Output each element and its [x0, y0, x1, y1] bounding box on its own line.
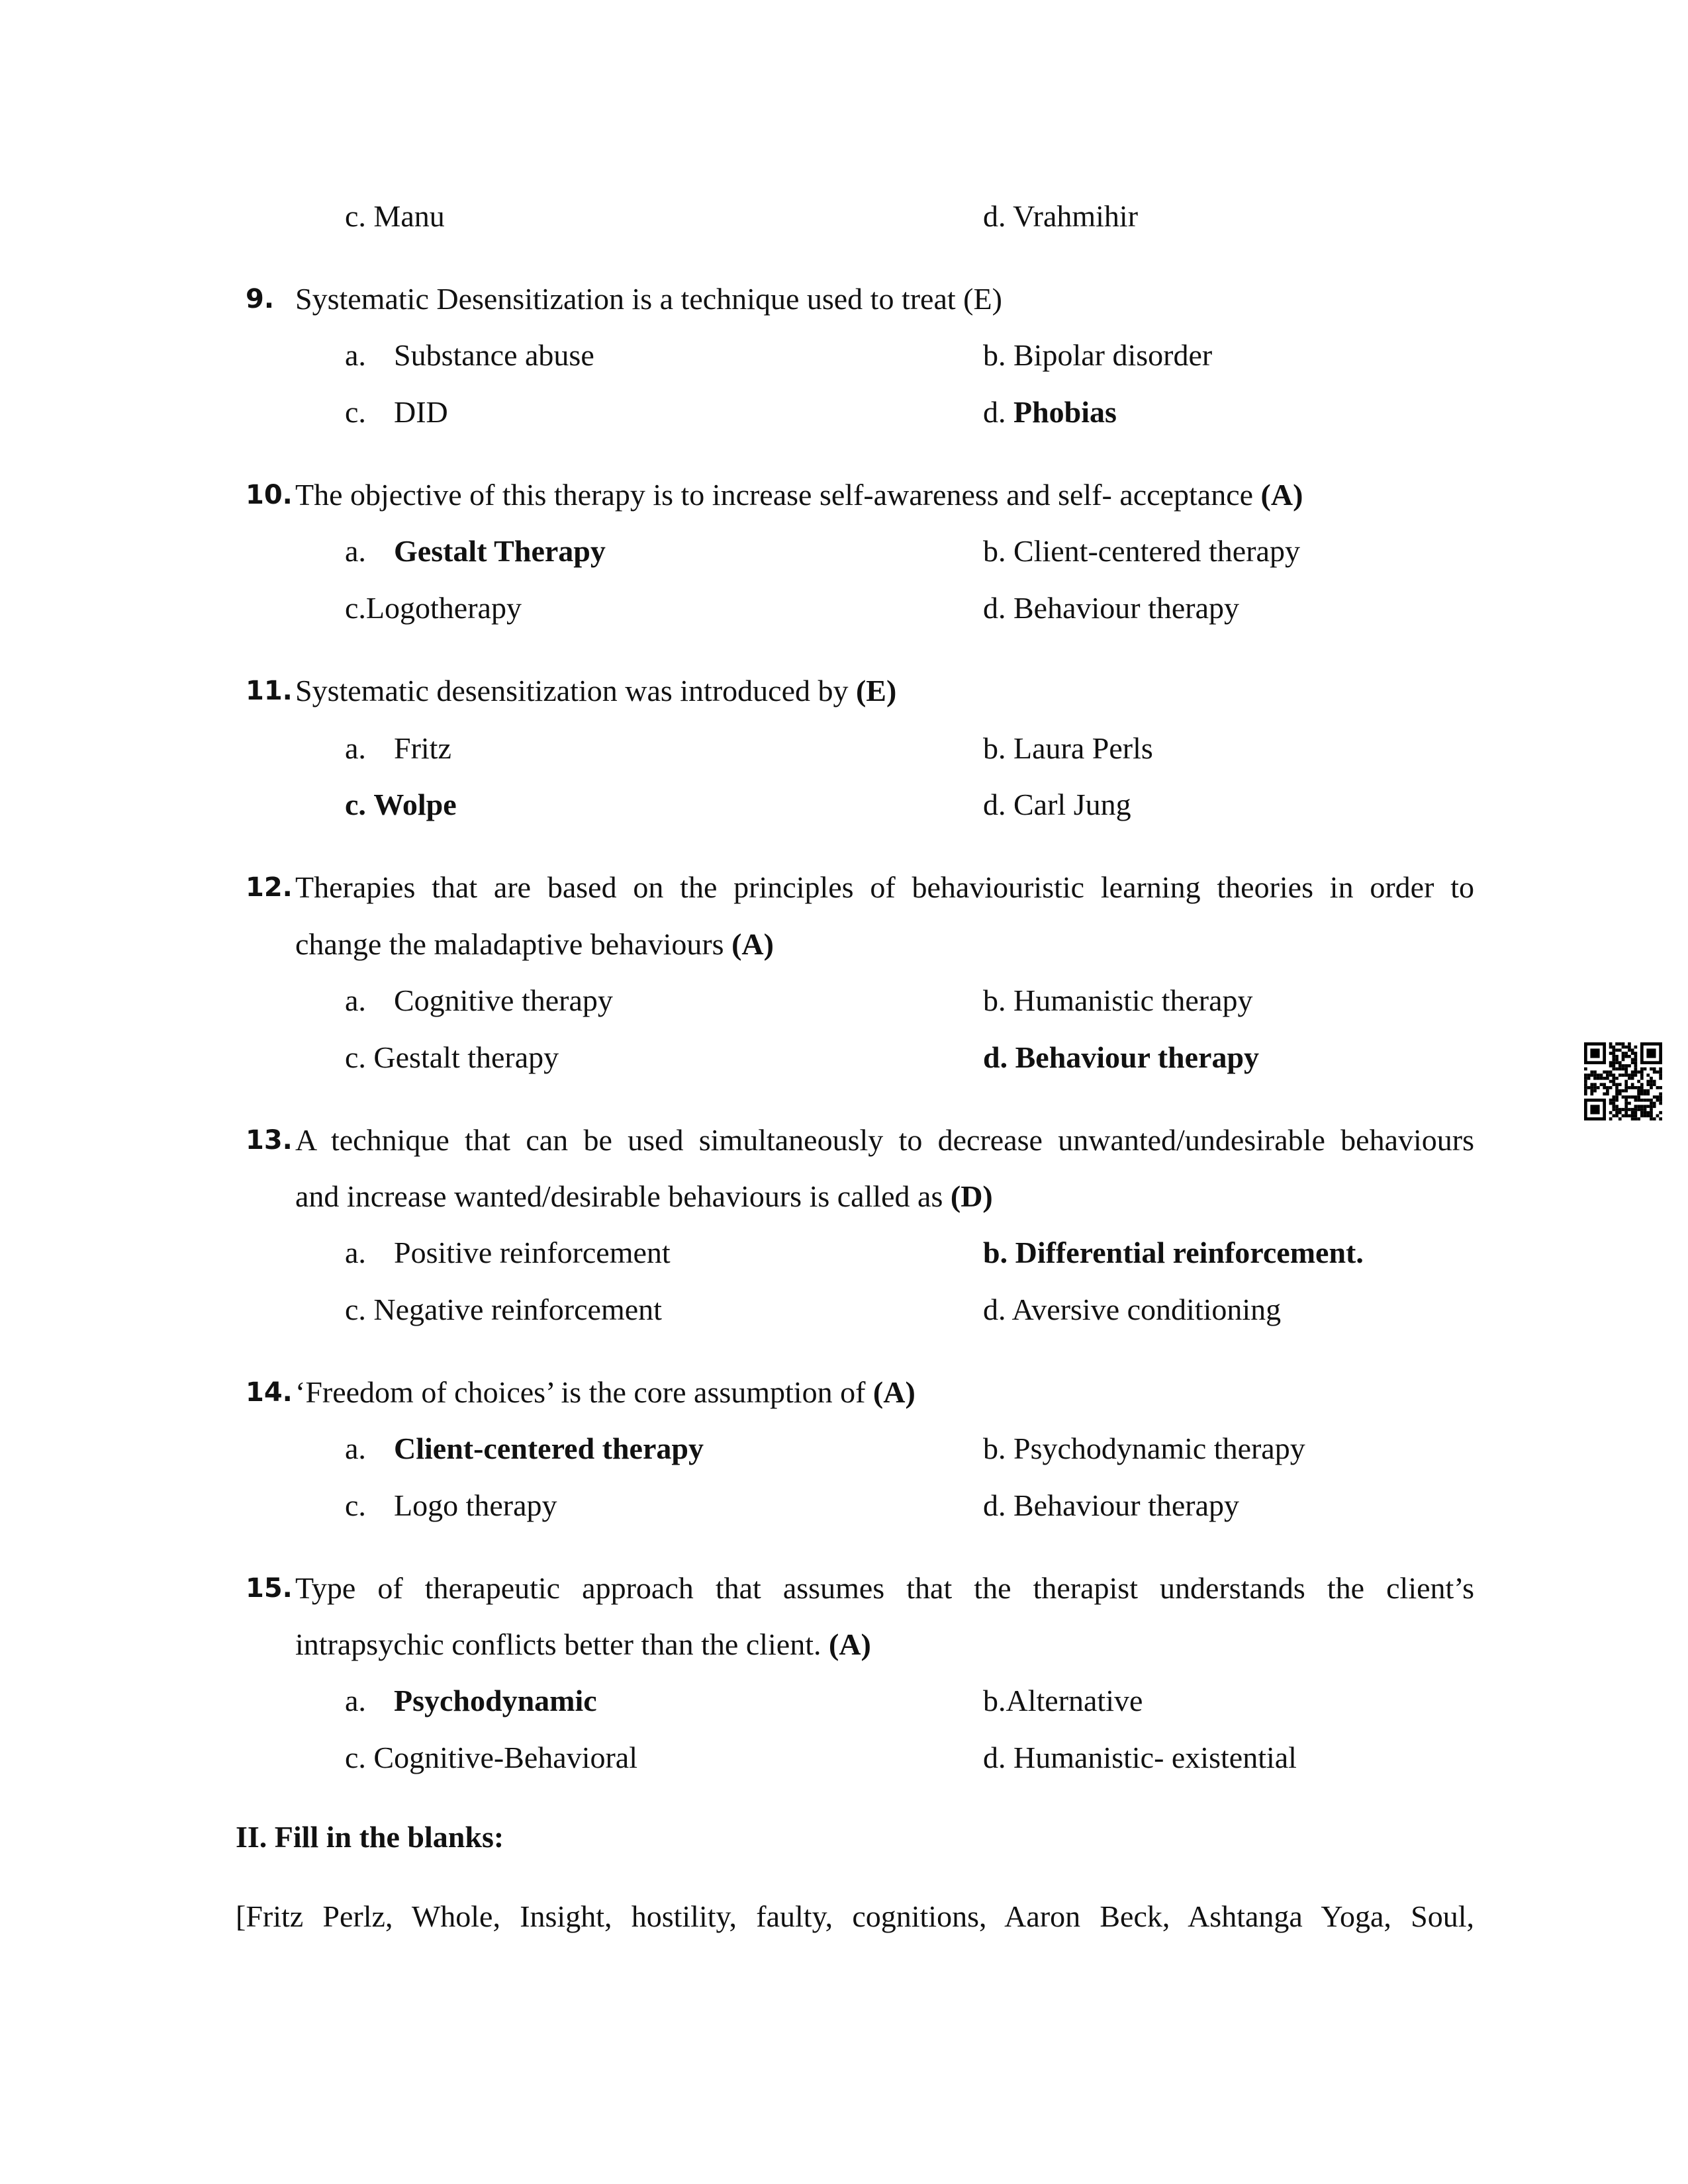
answer-option [345, 531, 606, 571]
answer-option [345, 981, 613, 1021]
answer-option [983, 1738, 1297, 1778]
option-text: Gestalt Therapy [394, 534, 606, 568]
option-text: Bipolar disorder [1013, 338, 1213, 372]
qr-code-icon [1584, 1042, 1662, 1120]
question-text: Systematic Desensitization is a technique used to treat (E) [295, 282, 1002, 316]
question-text: change the maladaptive behaviours (A) [295, 927, 774, 961]
option-text: Cognitive therapy [394, 983, 613, 1017]
option-text: Alternative [1006, 1684, 1143, 1717]
answer-option [345, 1233, 671, 1273]
option-text: Psychodynamic [394, 1684, 597, 1717]
difficulty-code: (A) [1260, 478, 1303, 512]
option-label: c. [345, 1293, 366, 1326]
answer-option [345, 1681, 597, 1721]
option-text: Carl Jung [1013, 788, 1131, 821]
answer-option [345, 336, 594, 375]
option-text: Logotherapy [365, 591, 522, 625]
option-label: b. [983, 731, 1006, 765]
option-label: b. [983, 1684, 1006, 1717]
option-text: Humanistic- existential [1013, 1741, 1297, 1774]
answer-option [983, 1290, 1281, 1330]
option-label: d. [983, 1040, 1008, 1074]
option-label: c. [345, 395, 366, 429]
answer-option [345, 1429, 704, 1469]
option-text: Gestalt therapy [373, 1040, 559, 1074]
option-text: Wolpe [373, 788, 457, 821]
difficulty-code: (E) [963, 282, 1002, 316]
option-label: b. [983, 338, 1006, 372]
word-bank: [Fritz Perlz, Whole, Insight, hostility, faulty, cognitions, Aaron Beck, Ashtanga Yoga, Soul, [236, 1899, 1474, 1933]
option-label: a. [345, 1236, 366, 1269]
option-text: Positive reinforcement [394, 1236, 671, 1269]
question-number: 11. [246, 676, 293, 706]
question-number: 15. [246, 1573, 293, 1604]
difficulty-code: (A) [829, 1627, 871, 1661]
answer-option [983, 981, 1253, 1021]
answer-option [345, 197, 445, 236]
option-label: c. [345, 1040, 366, 1074]
option-label: a. [345, 731, 366, 765]
question-number: 13. [246, 1125, 293, 1156]
option-label: b. [983, 534, 1006, 568]
question-text: intrapsychic conflicts better than the client. (A) [295, 1627, 871, 1661]
answer-option [983, 1486, 1239, 1525]
option-label: b. [983, 1432, 1006, 1465]
option-text: Differential reinforcement. [1015, 1236, 1364, 1269]
difficulty-code: (E) [855, 674, 897, 707]
option-text: DID [394, 395, 448, 429]
question-text: A technique that can be used simultaneously to decrease unwanted/undesirable behaviours [295, 1123, 1474, 1157]
question-text: and increase wanted/desirable behaviours is called as (D) [295, 1179, 993, 1213]
option-label: c. [345, 199, 366, 233]
option-text: Aversive conditioning [1011, 1293, 1282, 1326]
option-label: b. [983, 1236, 1008, 1269]
option-text: Behaviour therapy [1013, 1488, 1240, 1522]
answer-option [983, 1233, 1364, 1273]
question-text: ‘Freedom of choices’ is the core assumption of (A) [295, 1375, 915, 1409]
option-label: d. [983, 591, 1006, 625]
answer-option [983, 197, 1138, 236]
difficulty-code: (D) [950, 1179, 993, 1213]
option-text: Behaviour therapy [1013, 591, 1240, 625]
option-text: Client-centered therapy [1013, 534, 1300, 568]
answer-option [983, 785, 1131, 825]
answer-option [345, 1738, 637, 1778]
question-number: 12. [246, 872, 293, 903]
answer-option [345, 729, 451, 768]
answer-option [345, 1486, 557, 1525]
answer-option [345, 588, 522, 628]
answer-option [983, 336, 1212, 375]
option-text: Manu [373, 199, 445, 233]
answer-option [983, 531, 1300, 571]
option-label: a. [345, 534, 366, 568]
question-number: 10. [246, 480, 293, 510]
option-text: Client-centered therapy [394, 1432, 704, 1465]
option-text: Vrahmihir [1013, 199, 1139, 233]
question-text: Type of therapeutic approach that assumes that the therapist understands the client’s [295, 1571, 1474, 1605]
answer-option [983, 392, 1117, 432]
answer-option [983, 1429, 1305, 1469]
option-label: d. [983, 1293, 1006, 1326]
answer-option [983, 1681, 1143, 1721]
difficulty-code: (A) [731, 927, 774, 961]
question-number: 9. [246, 284, 275, 314]
difficulty-code: (A) [872, 1375, 915, 1409]
option-label: c. [345, 1741, 366, 1774]
answer-option [345, 1290, 662, 1330]
answer-option [983, 588, 1239, 628]
option-text: Phobias [1013, 395, 1117, 429]
option-text: Psychodynamic therapy [1013, 1432, 1305, 1465]
option-label: d. [983, 1741, 1006, 1774]
option-label: a. [345, 338, 366, 372]
option-text: Humanistic therapy [1013, 983, 1253, 1017]
option-label: c. [345, 591, 366, 625]
answer-option [345, 785, 457, 825]
option-label: d. [983, 395, 1006, 429]
option-text: Behaviour therapy [1015, 1040, 1260, 1074]
option-label: b. [983, 983, 1006, 1017]
option-label: c. [345, 1488, 366, 1522]
question-text: Therapies that are based on the principles of behaviouristic learning theories in order to [295, 870, 1474, 904]
question-number: 14. [246, 1377, 293, 1408]
option-label: a. [345, 983, 366, 1017]
option-text: Logo therapy [394, 1488, 557, 1522]
option-text: Fritz [394, 731, 451, 765]
question-text: Systematic desensitization was introduced by (E) [295, 674, 897, 707]
answer-option [983, 1038, 1259, 1077]
option-text: Laura Perls [1013, 731, 1153, 765]
option-label: c. [345, 788, 366, 821]
option-text: Substance abuse [394, 338, 594, 372]
option-label: d. [983, 788, 1006, 821]
answer-option [983, 729, 1153, 768]
answer-option [345, 392, 448, 432]
section-heading: II. Fill in the blanks: [236, 1820, 504, 1854]
option-label: a. [345, 1432, 366, 1465]
option-text: Negative reinforcement [373, 1293, 662, 1326]
option-label: a. [345, 1684, 366, 1717]
option-label: d. [983, 199, 1006, 233]
answer-option [345, 1038, 559, 1077]
option-text: Cognitive-Behavioral [373, 1741, 637, 1774]
option-label: d. [983, 1488, 1006, 1522]
question-text: The objective of this therapy is to increase self-awareness and self- acceptance (A) [295, 478, 1303, 512]
